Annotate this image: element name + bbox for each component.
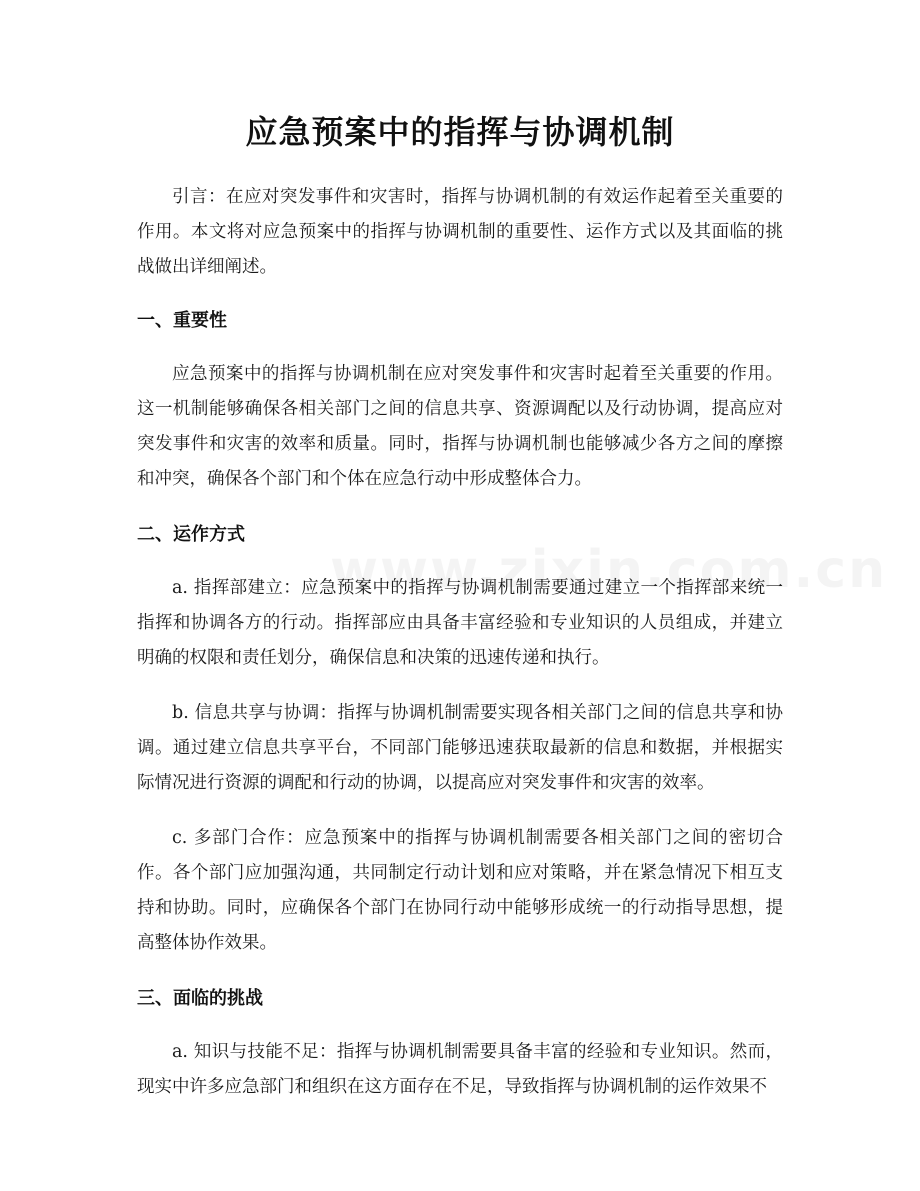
intro-paragraph: 引言：在应对突发事件和灾害时，指挥与协调机制的有效运作起着至关重要的作用。本文将对应急预案中的指挥与协调机制的重要性、运作方式以及其面临的挑战做出详细阐述。: [137, 187, 783, 277]
challenges-paragraph-a: a. 知识与技能不足：指挥与协调机制需要具备丰富的经验和专业知识。然而，现实中许多应急部门和组织在这方面存在不足，导致指挥与协调机制的运作效果不: [137, 1042, 783, 1097]
operation-paragraph-b: b. 信息共享与协调：指挥与协调机制需要实现各相关部门之间的信息共享和协调。通过建立信息共享平台，不同部门能够迅速获取最新的信息和数据，并根据实际情况进行资源的调配和行动的协调，以提高应对突发事件和灾害的效率。: [137, 703, 783, 793]
section-heading-challenges: 三、面临的挑战: [137, 988, 263, 1009]
document-page: [137, 0, 783, 1105]
operation-paragraph-c: c. 多部门合作：应急预案中的指挥与协调机制需要各相关部门之间的密切合作。各个部门应加强沟通，共同制定行动计划和应对策略，并在紧急情况下相互支持和协助。同时，应确保各个部门在协同行动中能够形成统一的行动指导思想，提高整体协作效果。: [137, 828, 783, 953]
section-heading-importance: 一、重要性: [137, 310, 227, 331]
document-title: 应急预案中的指挥与协调机制: [245, 113, 675, 151]
operation-paragraph-a: a. 指挥部建立：应急预案中的指挥与协调机制需要通过建立一个指挥部来统一指挥和协调各方的行动。指挥部应由具备丰富经验和专业知识的人员组成，并建立明确的权限和责任划分，确保信息和决策的迅速传递和执行。: [137, 578, 783, 668]
section-heading-operation: 二、运作方式: [137, 524, 245, 545]
importance-paragraph: 应急预案中的指挥与协调机制在应对突发事件和灾害时起着至关重要的作用。这一机制能够确保各相关部门之间的信息共享、资源调配以及行动协调，提高应对突发事件和灾害的效率和质量。同时，指挥与协调机制也能够减少各方之间的摩擦和冲突，确保各个部门和个体在应急行动中形成整体合力。: [137, 364, 783, 489]
